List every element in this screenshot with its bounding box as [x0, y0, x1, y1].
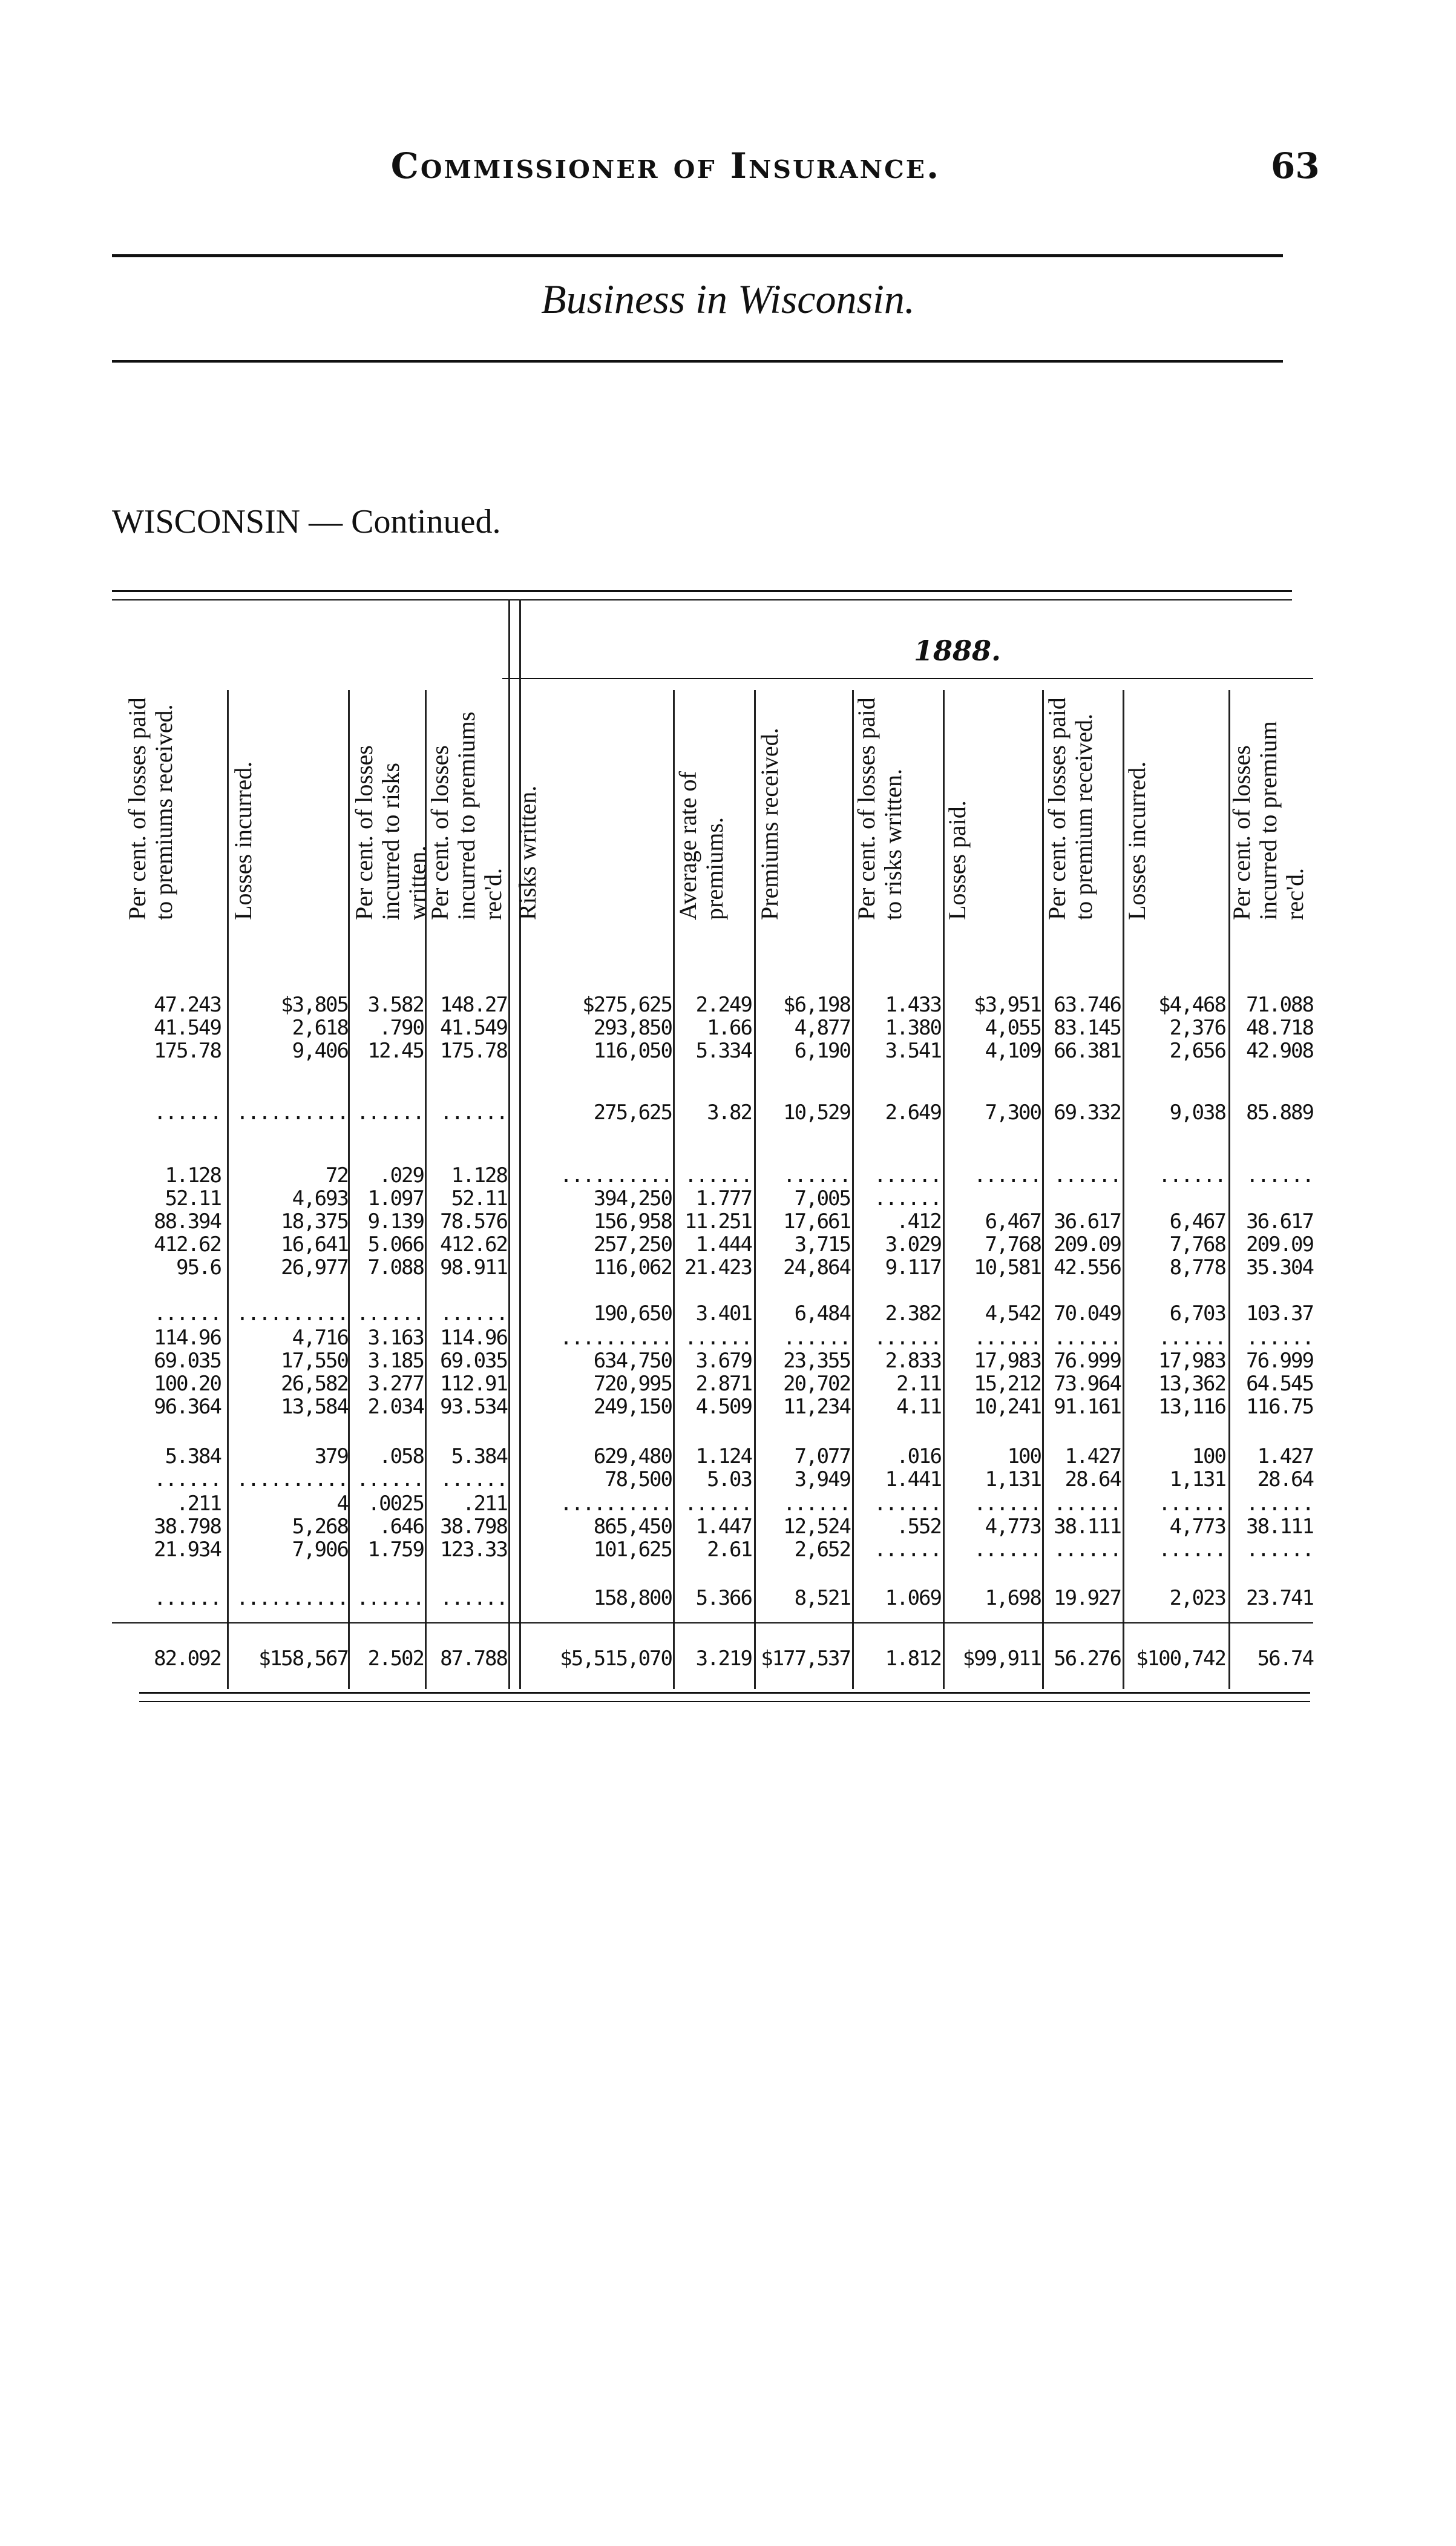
table-cell: 76.999	[1054, 1349, 1121, 1373]
table-row	[112, 1163, 1313, 1188]
table-cell: 2.61	[707, 1538, 752, 1562]
table-cell: 4,055	[985, 1016, 1041, 1040]
table-cell: 26,582	[281, 1372, 348, 1396]
table-cell: 1.759	[367, 1538, 424, 1562]
table-cell: ......	[356, 1301, 424, 1326]
table-cell: ......	[974, 1538, 1041, 1562]
table-cell: ......	[356, 1100, 424, 1125]
table-cell: 4,109	[985, 1039, 1041, 1063]
column-header: Premiums received.	[756, 728, 783, 920]
table-cell: 38.111	[1246, 1515, 1313, 1539]
table-cell: 123.33	[440, 1538, 507, 1562]
table-cell: 82.092	[154, 1646, 221, 1671]
table-row	[112, 1209, 1313, 1234]
bottom-rule-2	[139, 1701, 1310, 1702]
table-cell: 4.11	[896, 1395, 941, 1419]
table-cell: 3,715	[794, 1232, 850, 1257]
table-cell: ......	[1246, 1326, 1313, 1350]
table-cell: 98.911	[440, 1255, 507, 1280]
table-cell: 6,190	[794, 1039, 850, 1063]
table-cell: ......	[356, 1586, 424, 1610]
table-cell: 116,050	[593, 1039, 672, 1063]
table-cell: 47.243	[154, 993, 221, 1017]
page-number: 63	[1271, 145, 1320, 186]
table-row	[112, 1395, 1313, 1419]
table-cell: 257,250	[593, 1232, 672, 1257]
table-cell: 175.78	[154, 1039, 221, 1063]
table-cell: 100	[1007, 1444, 1041, 1469]
table-cell: 5.066	[367, 1232, 424, 1257]
table-cell: 95.6	[176, 1255, 221, 1280]
table-cell: 2.034	[367, 1395, 424, 1419]
table-cell: 7,077	[794, 1444, 850, 1469]
table-cell: 78.576	[440, 1209, 507, 1234]
table-cell: 23,355	[783, 1349, 850, 1373]
table-row	[112, 1416, 1313, 1441]
table-cell: 16,641	[281, 1232, 348, 1257]
table-cell: 13,116	[1158, 1395, 1225, 1419]
column-header: Per cent. of losses incurred to premiums rec'd.	[426, 711, 507, 920]
table-cell: 2,652	[794, 1538, 850, 1562]
table-row	[112, 1646, 1313, 1671]
table-cell: .552	[896, 1515, 941, 1539]
table-cell: ..........	[236, 1586, 348, 1610]
table-cell: ......	[1158, 1163, 1225, 1188]
table-cell: 73.964	[1054, 1372, 1121, 1396]
table-cell: 10,529	[783, 1100, 850, 1125]
table-cell: .412	[896, 1209, 941, 1234]
table-cell: ..........	[236, 1100, 348, 1125]
table-row	[112, 1255, 1313, 1280]
table-cell: 6,467	[1169, 1209, 1225, 1234]
table-cell: ......	[874, 1538, 941, 1562]
table-cell: 2.502	[367, 1646, 424, 1671]
table-cell: ......	[783, 1326, 850, 1350]
table-cell: 275,625	[593, 1100, 672, 1125]
table-cell: 3.82	[707, 1100, 752, 1125]
table-cell: 56.74	[1257, 1646, 1313, 1671]
table-cell: ......	[783, 1163, 850, 1188]
table-cell: 634,750	[593, 1349, 672, 1373]
table-cell: .029	[379, 1163, 424, 1188]
table-cell: 64.545	[1246, 1372, 1313, 1396]
table-cell: ......	[1246, 1163, 1313, 1188]
table-cell: ......	[1158, 1492, 1225, 1516]
table-cell: $6,198	[783, 993, 850, 1017]
table-cell: 379	[314, 1444, 348, 1469]
table-cell: 28.64	[1064, 1467, 1121, 1492]
table-cell: ......	[974, 1326, 1041, 1350]
table-cell: ......	[154, 1586, 221, 1610]
table-cell: ......	[440, 1467, 507, 1492]
table-cell: 10,581	[974, 1255, 1041, 1280]
table-cell: ..........	[560, 1492, 672, 1516]
table-cell: 76.999	[1246, 1349, 1313, 1373]
table-cell: 83.145	[1054, 1016, 1121, 1040]
table-cell: 4,773	[1169, 1515, 1225, 1539]
table-row	[112, 1515, 1313, 1539]
table-cell: 2.249	[695, 993, 752, 1017]
table-cell: 148.27	[440, 993, 507, 1017]
table-cell: 12.45	[367, 1039, 424, 1063]
table-cell: 15,212	[974, 1372, 1041, 1396]
table-cell: 1,131	[985, 1467, 1041, 1492]
table-cell: $177,537	[761, 1646, 850, 1671]
table-cell: $4,468	[1158, 993, 1225, 1017]
table-row	[112, 1016, 1313, 1040]
table-cell: 28.64	[1257, 1467, 1313, 1492]
table-cell: 7,300	[985, 1100, 1041, 1125]
table-cell: 4,716	[292, 1326, 348, 1350]
table-cell: 1.097	[367, 1186, 424, 1211]
table-cell: 114.96	[440, 1326, 507, 1350]
table-cell: .790	[379, 1016, 424, 1040]
table-cell: ......	[684, 1326, 752, 1350]
table-cell: 112.91	[440, 1372, 507, 1396]
table-cell: ......	[440, 1301, 507, 1326]
table-cell: 96.364	[154, 1395, 221, 1419]
table-cell: 20,702	[783, 1372, 850, 1396]
table-cell: $99,911	[962, 1646, 1041, 1671]
table-cell: 21.934	[154, 1538, 221, 1562]
table-cell: 9.117	[885, 1255, 941, 1280]
table-row	[112, 1586, 1313, 1610]
table-cell: 71.088	[1246, 993, 1313, 1017]
table-cell: 1.427	[1257, 1444, 1313, 1469]
table-cell: 1.66	[707, 1016, 752, 1040]
table-cell: 18,375	[281, 1209, 348, 1234]
table-cell: 7,768	[1169, 1232, 1225, 1257]
column-header: Losses incurred.	[229, 761, 257, 920]
table-row	[112, 1349, 1313, 1373]
table-cell: 9,406	[292, 1039, 348, 1063]
column-header: Per cent. of losses incurred to risks written.	[350, 745, 431, 920]
table-row	[112, 1232, 1313, 1257]
table-row	[112, 1186, 1313, 1211]
table-cell: 63.746	[1054, 993, 1121, 1017]
table-cell: 1,131	[1169, 1467, 1225, 1492]
table-cell: 17,661	[783, 1209, 850, 1234]
bottom-rule	[139, 1692, 1310, 1694]
table-cell: 1.380	[885, 1016, 941, 1040]
table-cell: 69.035	[154, 1349, 221, 1373]
table-cell: 26,977	[281, 1255, 348, 1280]
table-cell: .646	[379, 1515, 424, 1539]
table-cell: 100	[1192, 1444, 1225, 1469]
table-row	[112, 1100, 1313, 1125]
table-cell: ......	[1054, 1538, 1121, 1562]
table-cell: ..........	[560, 1326, 672, 1350]
table-cell: 42.908	[1246, 1039, 1313, 1063]
table-cell: 24,864	[783, 1255, 850, 1280]
table-cell: 5,268	[292, 1515, 348, 1539]
table-cell: 11.251	[684, 1209, 752, 1234]
table-cell: 38.798	[154, 1515, 221, 1539]
table-cell: 13,362	[1158, 1372, 1225, 1396]
table-cell: ......	[440, 1586, 507, 1610]
table-cell: 6,467	[985, 1209, 1041, 1234]
table-cell: 5.384	[165, 1444, 221, 1469]
table-cell: 23.741	[1246, 1586, 1313, 1610]
table-cell: 69.035	[440, 1349, 507, 1373]
table-cell: 69.332	[1054, 1100, 1121, 1125]
table-cell: 2.871	[695, 1372, 752, 1396]
table-cell: 70.049	[1054, 1301, 1121, 1326]
table-top-rule	[112, 590, 1292, 592]
table-cell: 4.509	[695, 1395, 752, 1419]
table-row	[112, 1326, 1313, 1350]
table-cell: $275,625	[582, 993, 672, 1017]
table-cell: 209.09	[1054, 1232, 1121, 1257]
table-cell: 1.441	[885, 1467, 941, 1492]
table-row	[112, 1280, 1313, 1304]
table-cell: 100.20	[154, 1372, 221, 1396]
table-cell: 56.276	[1054, 1646, 1121, 1671]
table-cell: 52.11	[451, 1186, 507, 1211]
table-cell: 7,768	[985, 1232, 1041, 1257]
table-cell: 9,038	[1169, 1100, 1225, 1125]
column-header: Per cent. of losses paid to premium received.	[1043, 697, 1097, 920]
table-cell: 1.447	[695, 1515, 752, 1539]
table-top-rule-2	[112, 599, 1292, 600]
table-cell: ......	[1246, 1492, 1313, 1516]
table-cell: 3.185	[367, 1349, 424, 1373]
table-cell: 2.833	[885, 1349, 941, 1373]
table-cell: 2,618	[292, 1016, 348, 1040]
table-cell: 6,484	[794, 1301, 850, 1326]
table-cell: 4,542	[985, 1301, 1041, 1326]
table-cell: 2.649	[885, 1100, 941, 1125]
table-cell: 4,773	[985, 1515, 1041, 1539]
year-rule	[502, 678, 1313, 679]
table-cell: ......	[154, 1467, 221, 1492]
table-cell: 5.03	[707, 1467, 752, 1492]
table-cell: 93.534	[440, 1395, 507, 1419]
table-cell: 156,958	[593, 1209, 672, 1234]
table-cell: 17,550	[281, 1349, 348, 1373]
table-cell: 87.788	[440, 1646, 507, 1671]
table-cell: 7,005	[794, 1186, 850, 1211]
table-cell: ......	[1054, 1326, 1121, 1350]
table-row	[112, 1492, 1313, 1516]
table-cell: 41.549	[440, 1016, 507, 1040]
table-cell: 1.444	[695, 1232, 752, 1257]
table-cell: 249,150	[593, 1395, 672, 1419]
table-cell: 3.582	[367, 993, 424, 1017]
table-cell: .058	[379, 1444, 424, 1469]
table-cell: ......	[154, 1100, 221, 1125]
total-rule	[112, 1622, 1313, 1623]
table-cell: 3.679	[695, 1349, 752, 1373]
table-cell: 38.798	[440, 1515, 507, 1539]
running-head: Commissioner of Insurance.	[390, 145, 941, 186]
page-subtitle: Business in Wisconsin.	[541, 276, 915, 322]
table-row	[112, 1562, 1313, 1586]
column-header: Losses incurred.	[1123, 761, 1150, 920]
table-cell: 17,983	[974, 1349, 1041, 1373]
table-cell: 116.75	[1246, 1395, 1313, 1419]
table-cell: 38.111	[1054, 1515, 1121, 1539]
table-cell: 11,234	[783, 1395, 850, 1419]
table-cell: 36.617	[1246, 1209, 1313, 1234]
table-cell: 85.889	[1246, 1100, 1313, 1125]
table-cell: ......	[356, 1467, 424, 1492]
table-cell: 88.394	[154, 1209, 221, 1234]
table-cell: 12,524	[783, 1515, 850, 1539]
table-cell: ......	[974, 1492, 1041, 1516]
table-cell: 412.62	[440, 1232, 507, 1257]
table-cell: 36.617	[1054, 1209, 1121, 1234]
table-cell: 41.549	[154, 1016, 221, 1040]
table-cell: 3.401	[695, 1301, 752, 1326]
table-row	[112, 993, 1313, 1017]
table-cell: .016	[896, 1444, 941, 1469]
table-cell: 72	[326, 1163, 348, 1188]
table-cell: 42.556	[1054, 1255, 1121, 1280]
table-cell: 116,062	[593, 1255, 672, 1280]
column-header: Average rate of premiums.	[674, 771, 728, 920]
table-cell: 7,906	[292, 1538, 348, 1562]
section-heading: WISCONSIN — Continued.	[112, 503, 501, 541]
table-cell: 17,983	[1158, 1349, 1225, 1373]
table-cell: 1.124	[695, 1444, 752, 1469]
table-cell: ......	[783, 1492, 850, 1516]
table-cell: 2.11	[896, 1372, 941, 1396]
table-cell: ..........	[560, 1163, 672, 1188]
table-cell: ..........	[236, 1467, 348, 1492]
table-cell: $158,567	[258, 1646, 348, 1671]
table-row	[112, 1467, 1313, 1492]
table-cell: 394,250	[593, 1186, 672, 1211]
table-cell: $3,805	[281, 993, 348, 1017]
table-cell: 9.139	[367, 1209, 424, 1234]
table-cell: 5.384	[451, 1444, 507, 1469]
table-cell: 4	[336, 1492, 348, 1516]
table-row	[112, 1039, 1313, 1063]
column-header: Risks written.	[514, 785, 541, 920]
table-cell: 78,500	[605, 1467, 672, 1492]
column-header: Per cent. of losses paid to premiums received.	[123, 697, 177, 920]
table-cell: 2.382	[885, 1301, 941, 1326]
table-cell: ......	[874, 1186, 941, 1211]
table-cell: 6,703	[1169, 1301, 1225, 1326]
table-cell: 1.128	[165, 1163, 221, 1188]
table-cell: 865,450	[593, 1515, 672, 1539]
table-cell: 412.62	[154, 1232, 221, 1257]
table-cell: 209.09	[1246, 1232, 1313, 1257]
table-cell: 13,584	[281, 1395, 348, 1419]
table-cell: 66.381	[1054, 1039, 1121, 1063]
table-cell: 629,480	[593, 1444, 672, 1469]
column-header: Per cent. of losses paid to risks written.	[853, 697, 907, 920]
top-rule	[112, 254, 1283, 257]
table-cell: $100,742	[1136, 1646, 1225, 1671]
table-cell: 1.069	[885, 1586, 941, 1610]
table-cell: 3,949	[794, 1467, 850, 1492]
table-cell: 3.541	[885, 1039, 941, 1063]
column-header: Losses paid.	[943, 800, 971, 920]
table-cell: ......	[1246, 1538, 1313, 1562]
subtitle-rule	[112, 360, 1283, 363]
table-cell: 21.423	[684, 1255, 752, 1280]
table-cell: 48.718	[1246, 1016, 1313, 1040]
table-cell: 720,995	[593, 1372, 672, 1396]
table-cell: 158,800	[593, 1586, 672, 1610]
table-cell: .211	[462, 1492, 507, 1516]
table-cell: ......	[684, 1492, 752, 1516]
table-cell: 114.96	[154, 1326, 221, 1350]
table-cell: ......	[1158, 1538, 1225, 1562]
table-cell: 190,650	[593, 1301, 672, 1326]
table-cell: 5.334	[695, 1039, 752, 1063]
table-cell: 4,693	[292, 1186, 348, 1211]
table-row	[112, 1444, 1313, 1469]
table-row	[112, 1062, 1313, 1086]
table-cell: 35.304	[1246, 1255, 1313, 1280]
table-cell: 19.927	[1054, 1586, 1121, 1610]
table-cell: 101,625	[593, 1538, 672, 1562]
table-cell: 1.433	[885, 993, 941, 1017]
table-cell: ..........	[236, 1301, 348, 1326]
table-cell: 1.128	[451, 1163, 507, 1188]
table-cell: 1.777	[695, 1186, 752, 1211]
table-cell: ......	[684, 1163, 752, 1188]
table-cell: ......	[440, 1100, 507, 1125]
table-cell: ......	[154, 1301, 221, 1326]
table-cell: ......	[1158, 1326, 1225, 1350]
year-heading: 1888.	[914, 634, 1002, 667]
table-cell: 1,698	[985, 1586, 1041, 1610]
table-cell: 8,778	[1169, 1255, 1225, 1280]
table-cell: 293,850	[593, 1016, 672, 1040]
table-cell: $5,515,070	[560, 1646, 672, 1671]
table-row	[112, 1301, 1313, 1326]
table-cell: ......	[1054, 1163, 1121, 1188]
table-cell: 2,023	[1169, 1586, 1225, 1610]
table-cell: 91.161	[1054, 1395, 1121, 1419]
table-cell: 103.37	[1246, 1301, 1313, 1326]
table-cell: 1.427	[1064, 1444, 1121, 1469]
table-cell: 3.163	[367, 1326, 424, 1350]
table-cell: 4,877	[794, 1016, 850, 1040]
table-cell: 2,656	[1169, 1039, 1225, 1063]
table-cell: 7.088	[367, 1255, 424, 1280]
table-cell: .211	[176, 1492, 221, 1516]
table-cell: ......	[874, 1326, 941, 1350]
table-cell: 8,521	[794, 1586, 850, 1610]
table-cell: 52.11	[165, 1186, 221, 1211]
table-cell: ......	[874, 1163, 941, 1188]
table-cell: ......	[1054, 1492, 1121, 1516]
table-cell: ......	[974, 1163, 1041, 1188]
table-row	[112, 1538, 1313, 1562]
table-cell: 2,376	[1169, 1016, 1225, 1040]
table-cell: .0025	[367, 1492, 424, 1516]
table-cell: 1.812	[885, 1646, 941, 1671]
table-cell: 3.277	[367, 1372, 424, 1396]
table-cell: ......	[874, 1492, 941, 1516]
table-cell: 10,241	[974, 1395, 1041, 1419]
table-row	[112, 1372, 1313, 1396]
table-cell: $3,951	[974, 993, 1041, 1017]
column-header: Per cent. of losses incurred to premium rec'd.	[1228, 721, 1308, 920]
table-cell: 175.78	[440, 1039, 507, 1063]
table-cell: 3.219	[695, 1646, 752, 1671]
table-cell: 3.029	[885, 1232, 941, 1257]
table-cell: 5.366	[695, 1586, 752, 1610]
